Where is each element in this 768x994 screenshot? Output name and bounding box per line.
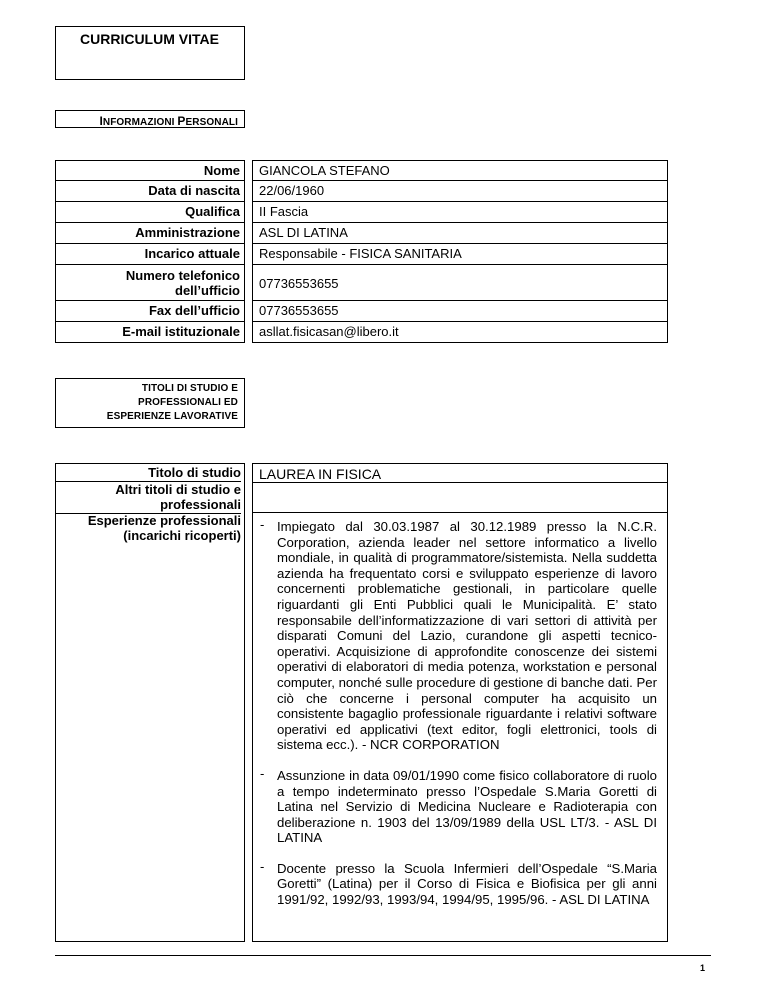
section-personal-info-header: [55, 110, 245, 128]
experience-text: Assunzione in data 09/01/1990 come fisico collaboratore di ruolo a tempo indeterminato presso l’Ospedale S.Maria Goretti di Latina nel Servizio di Medicina Nucleare e Radioterapia con deliberazione n. 1903 del 13/09/1989 della USL LT/3. - ASL DI LATINA: [277, 767, 657, 846]
label-incarico: Incarico attuale: [55, 243, 245, 265]
label-telefono-line1: Numero telefonico: [125, 268, 240, 283]
label-altri-titoli: [55, 482, 241, 512]
experience-item: [253, 519, 667, 753]
dash-bullet: -: [260, 517, 265, 532]
section-titles-line2: PROFESSIONALI ED: [138, 397, 238, 408]
value-data-nascita: 22/06/1960: [252, 180, 668, 202]
value-incarico: Responsabile - FISICA SANITARIA: [252, 243, 668, 265]
experience-text: Docente presso la Scuola Infermieri dell’Ospedale “S.Maria Goretti” (Latina) per il Corso di Fisica e Biofisica per gli anni 1991/92, 1992/93, 1993/94, 1994/95, 1995/96. - ASL DI LATINA: [277, 860, 657, 908]
value-amministrazione: ASL DI LATINA: [252, 222, 668, 244]
label-altri-titoli-line1: Altri titoli di studio e: [115, 482, 241, 497]
label-fax: Fax dell’ufficio: [55, 300, 245, 322]
label-amministrazione: Amministrazione: [55, 222, 245, 244]
footer-rule: [55, 955, 711, 956]
label-email: E-mail istituzionale: [55, 321, 245, 343]
value-email: asllat.fisicasan@libero.it: [252, 321, 668, 343]
value-nome: GIANCOLA STEFANO: [252, 160, 668, 181]
label-esperienze-line2: (incarichi ricoperti): [123, 528, 241, 543]
label-telefono-line2: dell’ufficio: [175, 283, 240, 298]
section-titles-header: [55, 378, 245, 428]
cv-title-box: [55, 26, 245, 80]
value-qualifica: II Fascia: [252, 201, 668, 223]
section-initial-2: P: [177, 114, 186, 128]
label-esperienze: [55, 513, 241, 543]
page-title: CURRICULUM VITAE: [80, 31, 219, 47]
section-initial: I: [99, 114, 103, 128]
experience-item: [253, 858, 667, 908]
label-titolo-studio: Titolo di studio: [148, 465, 241, 480]
value-altri-titoli: [252, 482, 668, 513]
section-text-2: ERSONALI: [185, 117, 238, 128]
section-titles-line1: TITOLI DI STUDIO E: [141, 383, 238, 394]
dash-bullet: -: [260, 765, 265, 781]
section-titles-line3: ESPERIENZE LAVORATIVE: [106, 411, 238, 422]
experience-item: [253, 765, 667, 846]
label-qualifica: Qualifica: [55, 201, 245, 223]
experiences-list: [252, 512, 668, 942]
page-number: 1: [700, 963, 706, 973]
label-telefono: [55, 264, 245, 301]
value-fax: 07736553655: [252, 300, 668, 322]
experience-text: Impiegato dal 30.03.1987 al 30.12.1989 presso la N.C.R. Corporation, azienda leader nel settore informatico a livello mondiale, in qualità di programmatore/sistemista. Nella suddetta azienda ha frequentato corsi e sviluppato esperienze di lavoro concernenti problematiche gestionali, in particolare quelle riguardanti gli Enti Pubblici quali le Municipalità. E’ stato responsabile dell’informatizzazione di vari settori di attività per disparati Comuni del Lazio, curandone gli aspetti tecnico-operativi. Acquisizione di approfondite conoscenze dei sistemi operativi di elaboratori di media potenza, workstation e personal computer, nonché sulle procedure di gestione di banche dati. Per ciò che concerne i personal computer ha acquisito un consistente bagaglio professionale riguardante i relativi software operativi ed applicativi (text editor, fogli elettronici, tools di sistema ecc.). - NCR CORPORATION: [277, 519, 657, 753]
value-telefono: 07736553655: [252, 264, 668, 301]
label-altri-titoli-line2: professionali: [160, 497, 241, 512]
label-esperienze-line1: Esperienze professionali: [87, 513, 241, 528]
label-nome: Nome: [55, 160, 245, 181]
dash-bullet: -: [260, 858, 265, 874]
section-text: NFORMAZIONI: [102, 117, 178, 128]
value-titolo-studio: LAUREA IN FISICA: [252, 463, 668, 483]
label-data-nascita: Data di nascita: [55, 180, 245, 202]
